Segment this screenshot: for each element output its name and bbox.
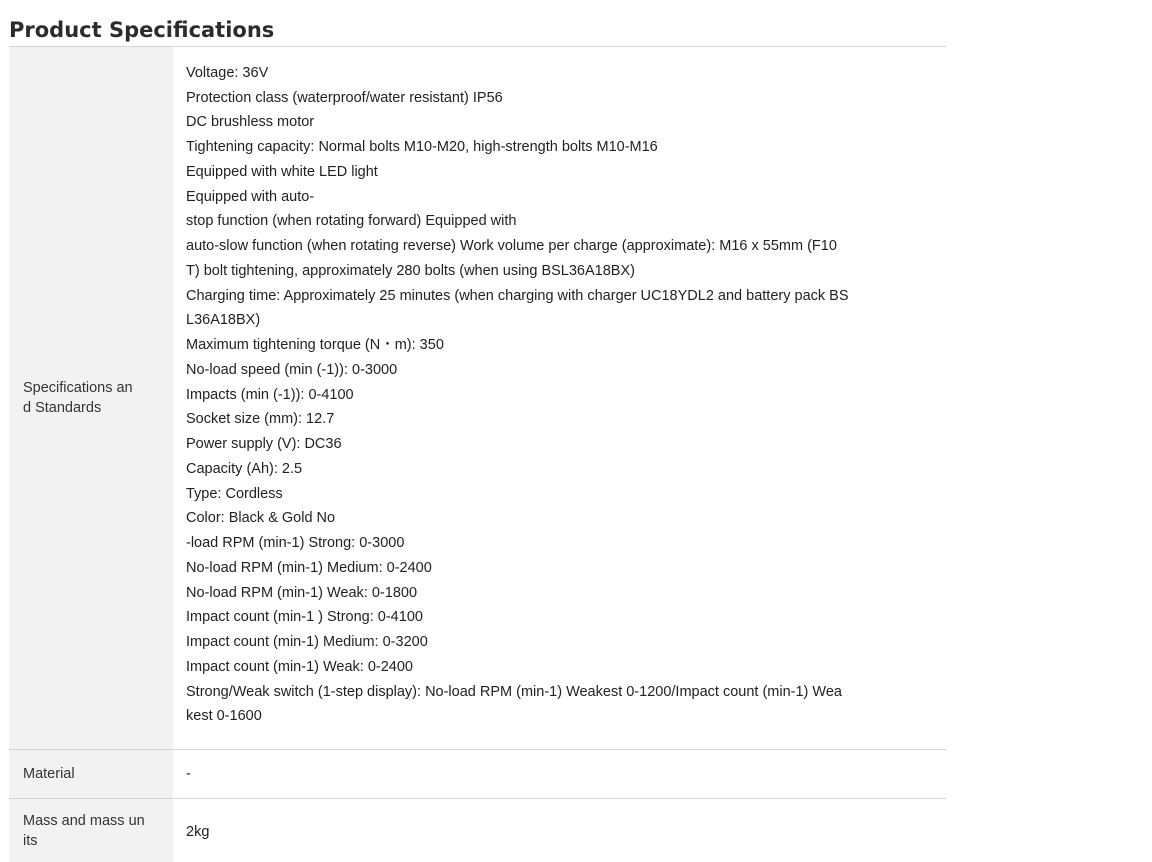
spec-line: L36A18BX) (186, 312, 261, 329)
spec-line: Impact count (min-1) Weak: 0-2400 (186, 658, 413, 675)
mass-value (173, 799, 946, 862)
spec-line: Power supply (V): DC36 (186, 436, 342, 453)
spec-line: kest 0-1600 (186, 708, 262, 725)
spec-line: Impact count (min-1 ) Strong: 0-4100 (186, 609, 423, 626)
spec-line: Strong/Weak switch (1-step display): No-load RPM (min-1) Weakest 0-1200/Impact count (min-1) Wea (186, 683, 842, 700)
spec-value (173, 47, 946, 749)
spec-row-mass (9, 799, 946, 862)
spec-label (9, 47, 173, 749)
spec-line: Impacts (min (-1)): 0-4100 (186, 386, 354, 403)
spec-line: Protection class (waterproof/water resistant) IP56 (186, 89, 503, 106)
spec-line: Equipped with white LED light (186, 163, 378, 180)
spec-label-text: Specifications an d Standards (23, 380, 133, 416)
spec-line: stop function (when rotating forward) Equipped with (186, 213, 517, 230)
mass-value-text: 2kg (186, 823, 210, 840)
mass-label (9, 799, 173, 862)
spec-line: Maximum tightening torque (N・m): 350 (186, 337, 444, 354)
material-label (9, 750, 173, 798)
spec-table (9, 47, 946, 862)
spec-line: Charging time: Approximately 25 minutes (when charging with charger UC18YDL2 and battery pack BS (186, 287, 849, 304)
spec-line: No-load RPM (min-1) Medium: 0-2400 (186, 559, 432, 576)
spec-line: DC brushless motor (186, 114, 315, 131)
spec-line: T) bolt tightening, approximately 280 bolts (when using BSL36A18BX) (186, 262, 635, 279)
spec-line: Equipped with auto- (186, 188, 315, 205)
spec-line: Capacity (Ah): 2.5 (186, 460, 303, 477)
spec-line: Impact count (min-1) Medium: 0-3200 (186, 634, 428, 651)
spec-line: Tightening capacity: Normal bolts M10-M20, high-strength bolts M10-M16 (186, 139, 658, 156)
material-value (173, 750, 946, 798)
spec-line: Voltage: 36V (186, 64, 269, 81)
spec-line: Socket size (mm): 12.7 (186, 411, 335, 428)
spec-row-specifications (9, 47, 946, 750)
spec-line: -load RPM (min-1) Strong: 0-3000 (186, 535, 405, 552)
spec-line: No-load RPM (min-1) Weak: 0-1800 (186, 584, 418, 601)
section-title: Product Specifications (9, 14, 946, 47)
material-label-text: Material (23, 766, 75, 782)
spec-row-material (9, 750, 946, 799)
spec-line-list (186, 61, 849, 729)
spec-line: auto-slow function (when rotating reverse) Work volume per charge (approximate): M16 x 55mm (F10 (186, 238, 837, 255)
spec-line: Color: Black & Gold No (186, 510, 336, 527)
mass-label-text: Mass and mass un its (23, 812, 145, 849)
product-specifications-section (9, 14, 946, 862)
spec-line: No-load speed (min (-1)): 0-3000 (186, 361, 398, 378)
spec-line: Type: Cordless (186, 485, 283, 502)
material-value-text: - (186, 766, 191, 782)
